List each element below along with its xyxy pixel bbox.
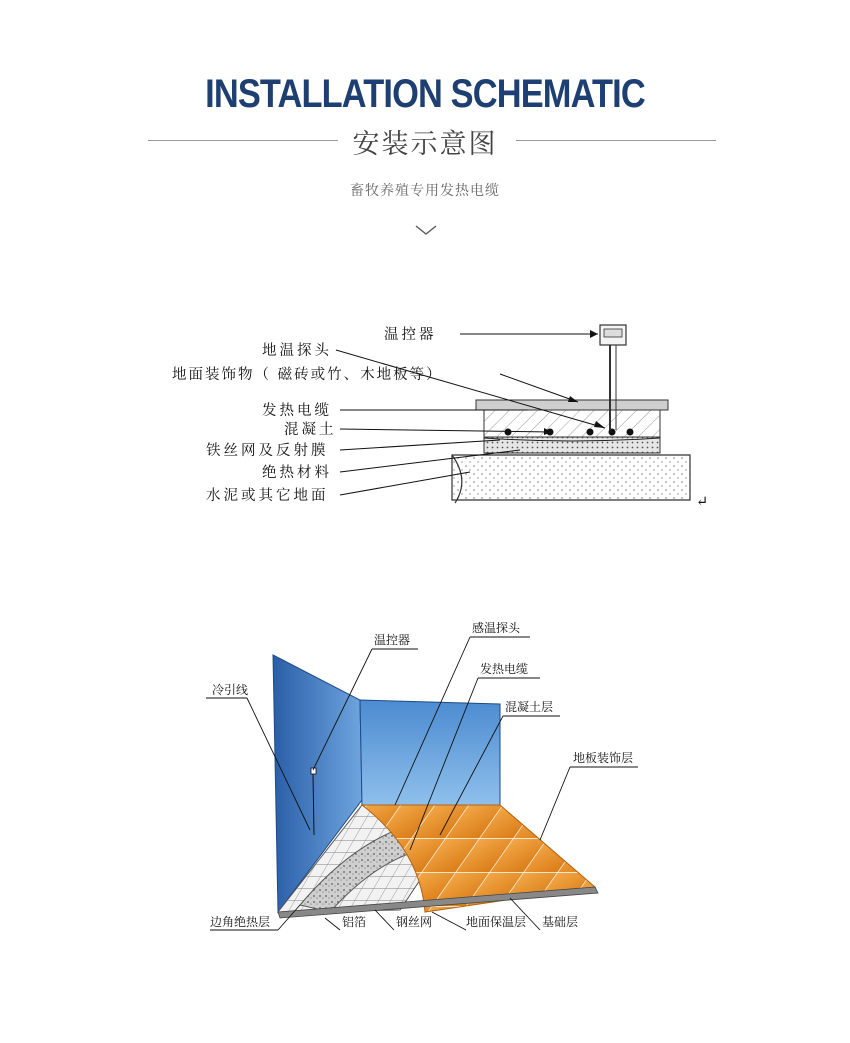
label-cement-ground: 水泥或其它地面 — [206, 488, 329, 504]
label-floor-decor: 地面装饰物（ 磁砖或竹、木地板等） — [172, 367, 443, 383]
cross-section-diagram — [0, 0, 850, 520]
label-heating-cable: 发热电缆 — [262, 403, 332, 419]
label-steel-mesh: 钢丝网 — [396, 915, 433, 929]
label-thermostat-2: 温控器 — [374, 633, 411, 647]
label-floor-decor-layer: 地板装饰层 — [573, 751, 634, 765]
label-base-layer: 基础层 — [542, 915, 579, 929]
label-concrete-layer: 混凝土层 — [505, 700, 554, 714]
page-title: INSTALLATION SCHEMATIC — [205, 72, 645, 116]
svg-text:↵: ↵ — [696, 494, 709, 510]
label-heating-cable-2: 发热电缆 — [480, 662, 529, 676]
label-floor-insulation: 地面保温层 — [466, 915, 527, 929]
page-subtitle: 安装示意图 — [352, 129, 498, 160]
label-concrete: 混凝土 — [284, 422, 337, 438]
room-3d-diagram — [0, 600, 850, 1040]
label-insulation: 绝热材料 — [262, 465, 332, 481]
label-edge-insulation: 边角绝热层 — [210, 915, 271, 929]
label-mesh-reflective: 铁丝网及反射膜 — [206, 443, 329, 459]
label-floor-probe: 地温探头 — [262, 343, 332, 359]
back-wall — [360, 700, 500, 805]
label-aluminum-foil: 铝箔 — [342, 915, 367, 929]
label-temp-probe: 感温探头 — [472, 621, 521, 635]
page-caption: 畜牧养殖专用发热电缆 — [350, 183, 500, 199]
cement-ground-shape — [452, 455, 690, 500]
label-cold-lead: 冷引线 — [212, 683, 249, 697]
label-thermostat: 温控器 — [384, 327, 437, 343]
